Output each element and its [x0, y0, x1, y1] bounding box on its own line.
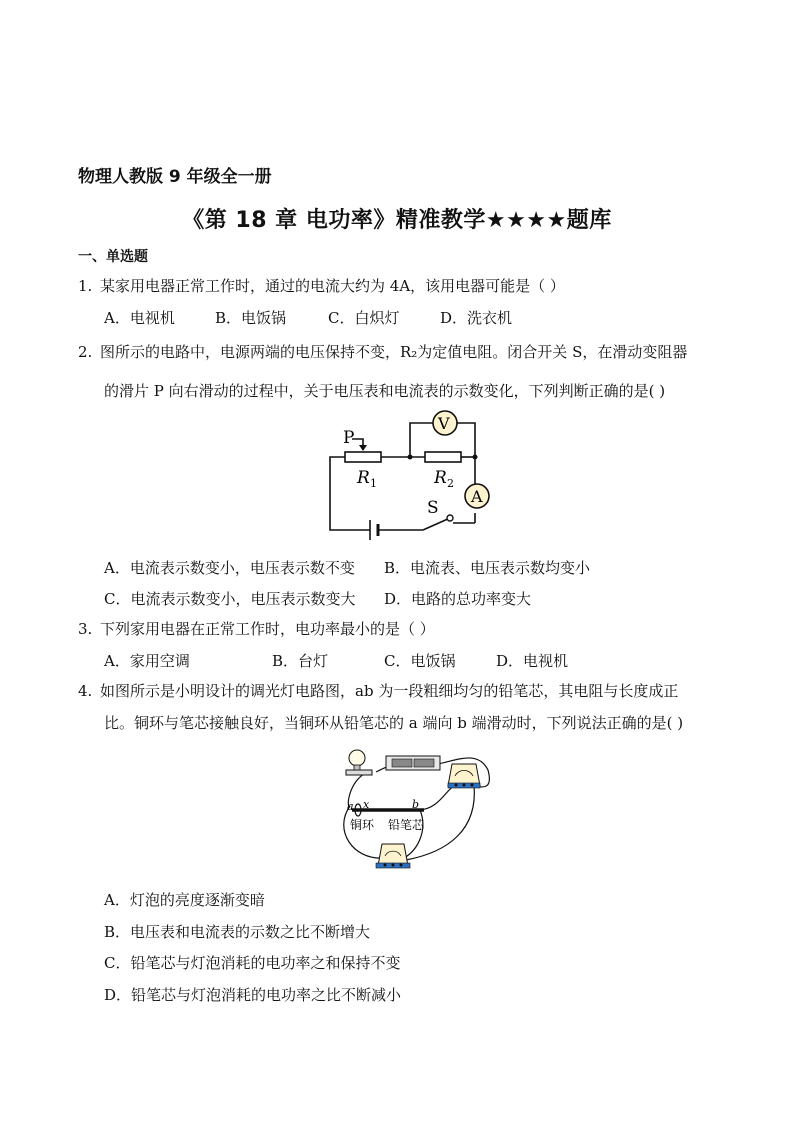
resistor-r2 [425, 452, 461, 462]
label-v: V [438, 414, 450, 433]
question-2-stem-line1: 图所示的电路中，电源两端的电压保持不变，R₂为定值电阻。闭合开关 S，在滑动变阻器 [100, 343, 688, 361]
label-a: a [347, 800, 354, 813]
q1-option-b: B．电饭锅 [215, 309, 287, 327]
label-copper-ring: 铜环 [350, 818, 375, 832]
q4-option-a: A．灯泡的亮度逐渐变暗 [104, 891, 265, 909]
question-4-stem-line2: 比。铜环与笔芯接触良好，当铜环从铅笔芯的 a 端向 b 端滑动时，下列说法正确的是( ) [104, 714, 684, 732]
q4-dimmer-circuit-diagram [328, 740, 492, 875]
label-b: b [412, 798, 420, 811]
question-4 [78, 681, 678, 701]
q3-option-a: A．家用空调 [104, 652, 190, 670]
question-4-stem-line1: 如图所示是小明设计的调光灯电路图，ab 为一段粗细均匀的铅笔芯，其电阻与长度成正 [100, 682, 679, 700]
label-a: A [471, 487, 483, 506]
question-3-number: 3. [78, 620, 93, 638]
q2-option-b: B．电流表、电压表示数均变小 [384, 559, 591, 577]
q1-option-c: C．白炽灯 [328, 309, 400, 327]
q2-option-c: C．电流表示数变小，电压表示数变大 [104, 590, 356, 608]
label-r1-sub: 1 [370, 477, 377, 490]
question-1-stem: 某家用电器正常工作时，通过的电流大约为 4A，该用电器可能是（ ） [100, 277, 565, 295]
label-pencil-core: 铅笔芯 [388, 818, 425, 832]
q1-option-d: D．洗衣机 [440, 309, 513, 327]
label-r1: R [357, 468, 370, 488]
q4-option-b: B．电压表和电流表的示数之比不断增大 [104, 923, 371, 941]
q2-option-a: A．电流表示数变小，电压表示数不变 [104, 559, 355, 577]
document-title: 《第 18 章 电功率》精准教学★★★★题库 [182, 208, 612, 233]
question-2 [78, 342, 687, 362]
resistor-r1 [345, 452, 381, 462]
question-3-stem: 下列家用电器在正常工作时，电功率最小的是（ ） [100, 620, 435, 638]
label-x: x [363, 798, 370, 811]
q4-option-d: D．铅笔芯与灯泡消耗的电功率之比不断减小 [104, 986, 402, 1004]
q3-option-d: D．电视机 [496, 652, 569, 670]
question-1 [78, 276, 565, 296]
q3-option-b: B．台灯 [272, 652, 329, 670]
section-heading: 一、单选题 [78, 249, 148, 265]
label-r2-sub: 2 [447, 477, 454, 490]
q3-option-c: C．电饭锅 [384, 652, 456, 670]
label-s: S [427, 498, 439, 518]
document-subtitle: 物理人教版 9 年级全一册 [78, 167, 272, 187]
question-2-stem-line2: 的滑片 P 向右滑动的过程中，关于电压表和电流表的示数变化，下列判断正确的是( ) [104, 382, 666, 400]
q4-option-c: C．铅笔芯与灯泡消耗的电功率之和保持不变 [104, 954, 401, 972]
question-2-number: 2. [78, 343, 93, 361]
bulb-icon [349, 750, 365, 766]
question-4-number: 4. [78, 682, 93, 700]
q2-circuit-diagram [320, 405, 500, 545]
q2-option-d: D．电路的总功率变大 [384, 590, 532, 608]
question-1-number: 1. [78, 277, 93, 295]
question-3 [78, 619, 435, 639]
label-p: P [343, 428, 355, 448]
label-r2: R [434, 468, 447, 488]
bulb-base [346, 770, 372, 775]
q1-option-a: A．电视机 [104, 309, 175, 327]
